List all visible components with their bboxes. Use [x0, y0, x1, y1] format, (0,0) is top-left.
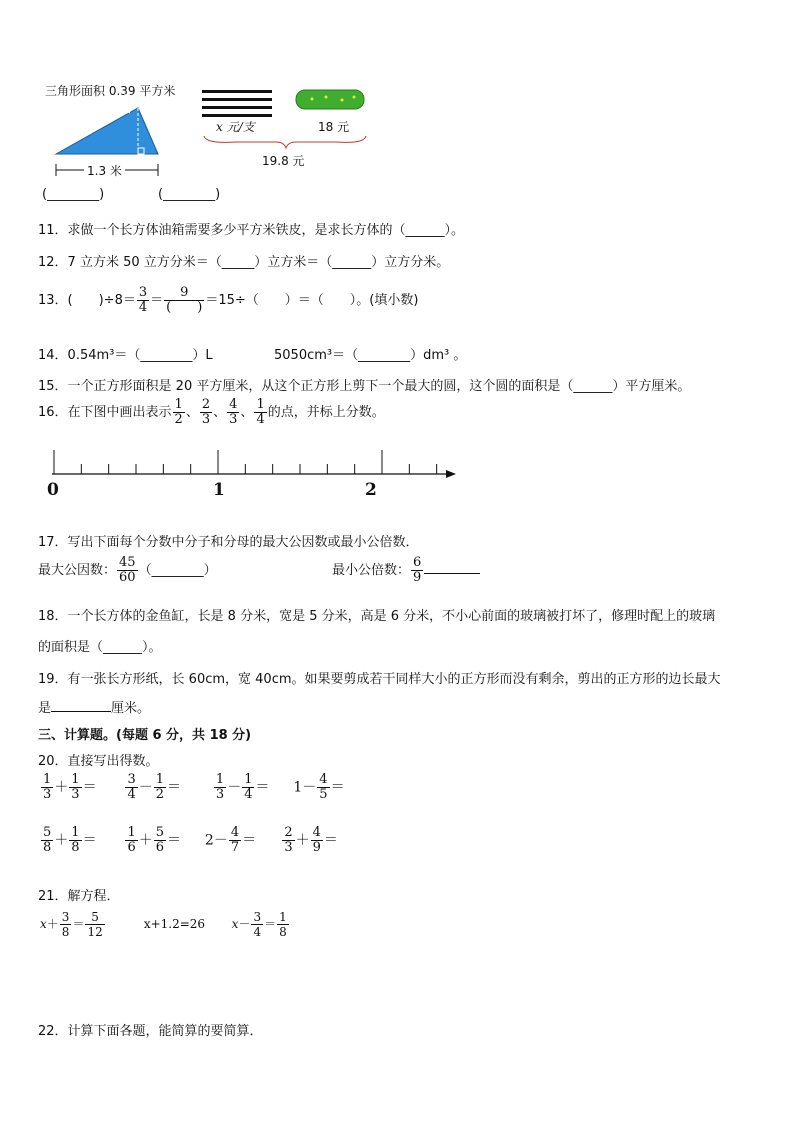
triangle-shape [56, 108, 158, 154]
triangle-caption: 三角形面积 0.39 平方米 [45, 84, 176, 98]
q13-fraction-1: $\frac{3}{4}$ [138, 285, 148, 315]
q20-item-2: $\frac{3}{4}$ － $\frac{1}{2}$ ＝ [127, 772, 182, 802]
q21-equation-3: x－ $\frac{3}{4}$ ＝ $\frac{1}{8}$ [231, 910, 287, 939]
number-line-label-1: 1 [213, 480, 225, 500]
question-17: 17．写出下面每个分数中分子和分母的最大公因数或最小公倍数． [38, 535, 419, 550]
pen-price-label: x 元/支 [216, 120, 255, 134]
q17-lcm-fraction: $\frac{6}{9}$ [413, 555, 422, 585]
question-14-a: 14．0.54m³＝（________）L [38, 348, 213, 363]
q17-gcd-fraction: $\frac{45}{60}$ [119, 555, 136, 585]
pen-2 [202, 98, 272, 101]
q21-equation-1: x＋ $\frac{3}{8}$ ＝ $\frac{5}{12}$ [40, 910, 103, 939]
question-21: 21．解方程． [38, 889, 120, 904]
q13-part-b: ＝15÷（ ）＝（ ）。(填小数) [205, 293, 419, 308]
q19-blank[interactable] [51, 699, 111, 712]
q17-lcm: 最小公倍数： $\frac{6}{9}$ [332, 556, 480, 585]
triangle-height-label: x 米 [120, 92, 133, 114]
q16-fraction-2: $\frac{2}{3}$ [201, 397, 211, 427]
total-brace [204, 136, 366, 148]
q17-gcd-blank[interactable]: （________） [138, 563, 217, 578]
q20-item-4: 1－ $\frac{4}{5}$ ＝ [293, 772, 345, 802]
q16-fraction-3: $\frac{4}{3}$ [229, 397, 238, 427]
q20-item-8: $\frac{2}{3}$ ＋ $\frac{4}{9}$ ＝ [284, 825, 338, 855]
number-line-arrow [446, 470, 456, 478]
pen-4 [202, 114, 272, 117]
question-16: 16．在下图中画出表示 $\frac{1}{2}$ 、 $\frac{2}{3}$ 、 $\frac{4}{3}$ 、 $\frac{1}{4}$ 的点，并标上分数。 [38, 397, 385, 427]
number-line-label-2: 2 [365, 480, 377, 500]
q17-lcm-blank[interactable] [424, 561, 480, 574]
question-19-line-1: 19．有一张长方形纸，长 60cm，宽 40cm。如果要剪成若干同样大小的正方形而没有剩余，剪出的正方形的边长最大 [38, 672, 721, 687]
q16-fraction-4: $\frac{1}{4}$ [256, 397, 265, 427]
q20-item-3: $\frac{1}{3}$ － $\frac{1}{4}$ ＝ [215, 772, 270, 802]
q16-fraction-1: $\frac{1}{2}$ [174, 397, 183, 427]
q20-row-2 [40, 826, 338, 855]
question-22: 22．计算下面各题，能简算的要简算． [38, 1024, 263, 1039]
question-11: 11．求做一个长方体油箱需要多少平方米铁皮，是求长方体的（______）。 [38, 223, 465, 238]
triangle-base-label: 1.3 米 [84, 162, 125, 179]
q20-item-1: $\frac{1}{3}$ ＋ $\frac{1}{3}$ ＝ [43, 772, 97, 802]
answer-blank-left[interactable]: (________) [42, 187, 105, 202]
question-19-line-2: 是 厘米。 [38, 701, 151, 716]
q21-equations [40, 910, 290, 939]
section-3-heading: 三、计算题。(每题 6 分，共 18 分) [38, 728, 252, 743]
q13-fraction-2: $\frac{9}{( )}$ [166, 285, 203, 315]
question-18-line-1: 18．一个长方体的金鱼缸，长是 8 分米，宽是 5 分米，高是 6 分米，不小心前面的玻璃被打坏了，修理时配上的玻璃 [38, 609, 716, 624]
q20-item-6: $\frac{1}{6}$ ＋ $\frac{5}{6}$ ＝ [127, 825, 182, 855]
question-15: 15．一个正方形面积是 20 平方厘米，从这个正方形上剪下一个最大的圆，这个圆的面积是（______）平方厘米。 [38, 379, 691, 394]
question-14-b: 5050cm³＝（________）dm³ 。 [274, 348, 467, 363]
q20-row-1 [40, 773, 345, 802]
total-price-label: 19.8 元 [262, 154, 305, 168]
question-18-line-2: 的面积是（______）。 [38, 640, 162, 655]
question-13: 13．( )÷8＝ $\frac{3}{4}$ ＝ $\frac{9}{( )}$ ＝15÷（ ）＝（ ）。(填小数) [38, 285, 419, 315]
pen-3 [202, 106, 272, 109]
pen-1 [202, 90, 272, 93]
q13-part-a: 13．( )÷8＝ [38, 293, 136, 308]
number-line-label-0: 0 [47, 480, 59, 500]
q20-item-5: $\frac{5}{8}$ ＋ $\frac{1}{8}$ ＝ [43, 825, 97, 855]
q20-item-7: 2－ $\frac{4}{7}$ ＝ [204, 825, 257, 855]
pencil-case [296, 90, 364, 109]
q17-gcd: 最大公因数： $\frac{45}{60}$ （________） [38, 555, 217, 585]
answer-blank-right[interactable]: (________) [158, 187, 221, 202]
q21-equation-2: x+1.2=26 [143, 917, 206, 931]
question-20: 20．直接写出得数。 [38, 754, 159, 769]
number-line[interactable] [44, 448, 464, 484]
question-12: 12．7 立方米 50 立方分米＝（_____）立方米＝（______）立方分米。 [38, 255, 450, 270]
pencil-case-price-label: 18 元 [318, 120, 350, 134]
